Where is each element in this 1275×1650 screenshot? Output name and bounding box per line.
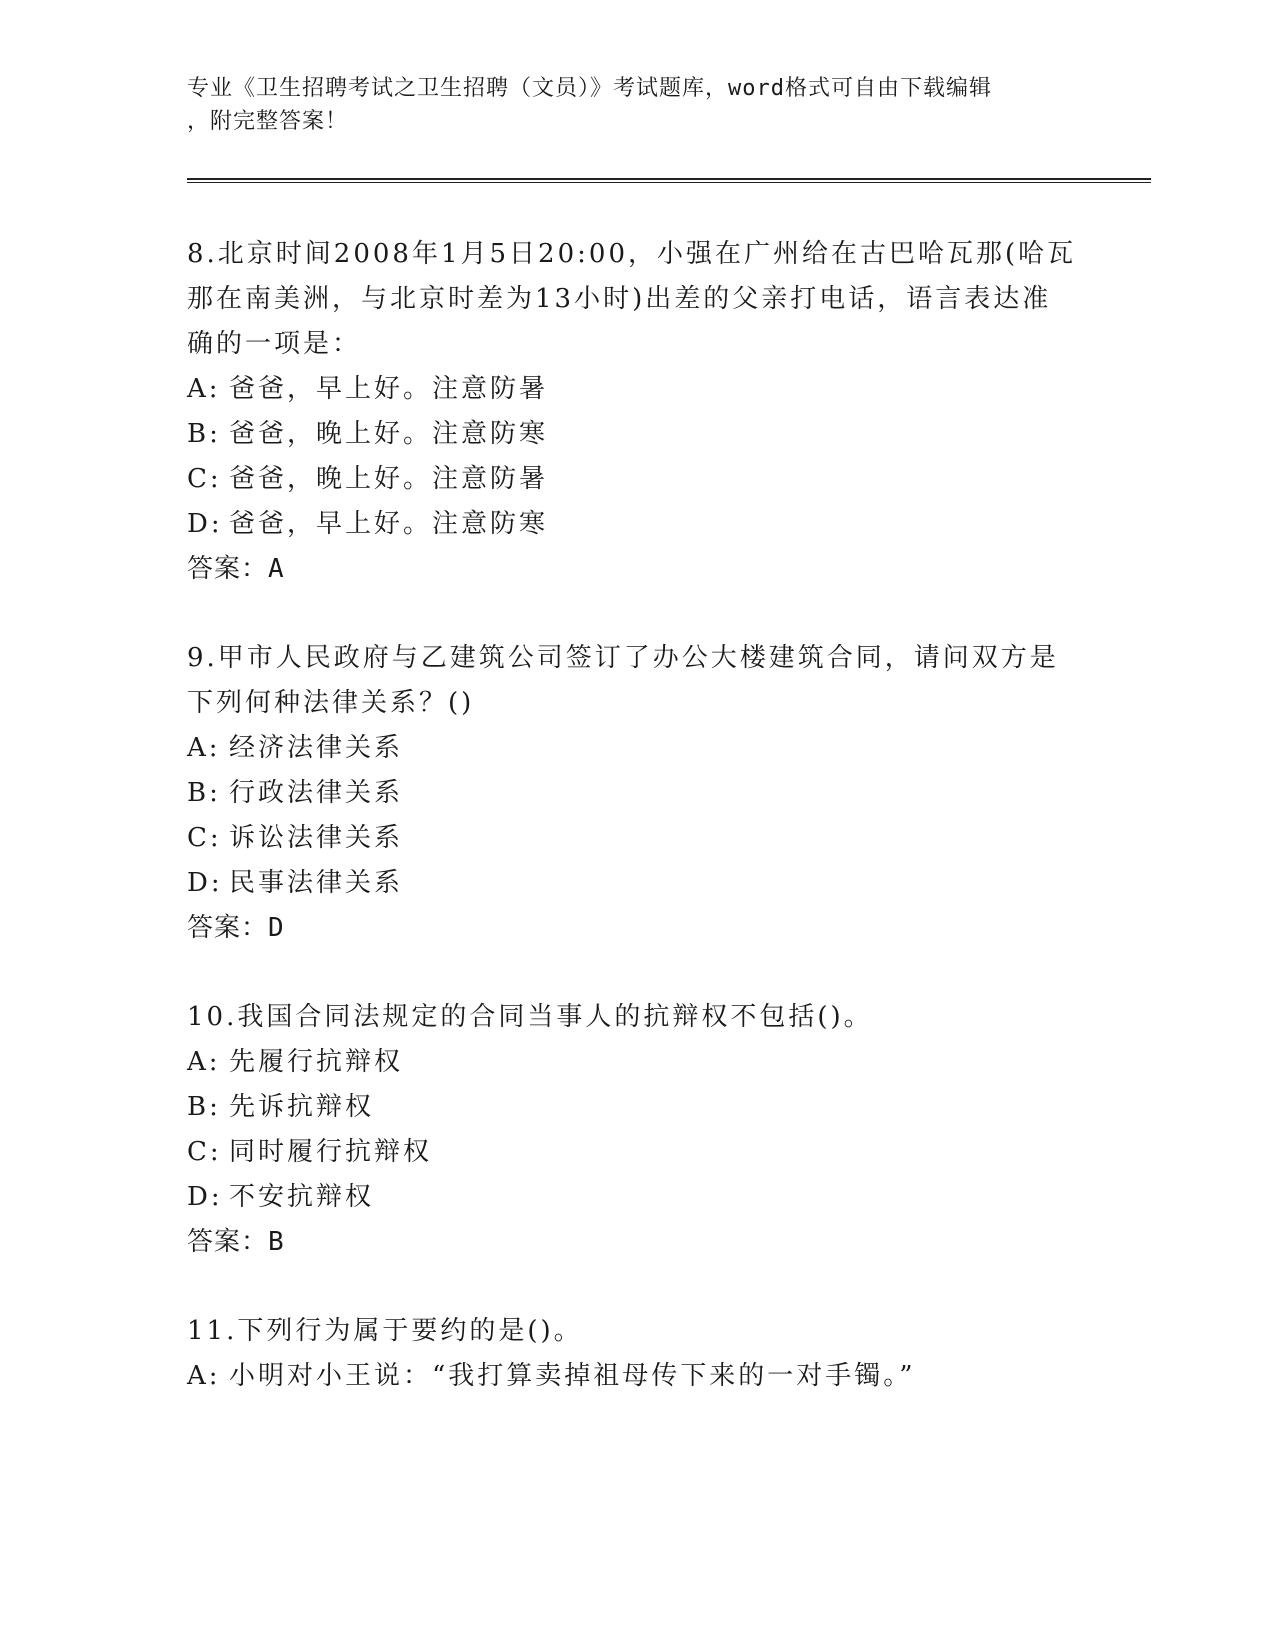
option-label: D: xyxy=(187,868,223,898)
header-line-2: ，附完整答案！ xyxy=(187,109,349,134)
option-label: A: xyxy=(187,733,221,763)
option-text: 先诉抗辩权 xyxy=(229,1092,375,1122)
option-text: 同时履行抗辩权 xyxy=(229,1137,433,1167)
option-c xyxy=(187,1130,1087,1175)
option-text: 爸爸，早上好。注意防寒 xyxy=(229,509,549,539)
header-line-1: 专业《卫生招聘考试之卫生招聘（文员）》考试题库，word格式可自由下载编辑 xyxy=(187,76,992,101)
option-label: B: xyxy=(187,419,221,449)
document-header xyxy=(187,72,1067,138)
question-9 xyxy=(187,636,1087,951)
option-label: C: xyxy=(187,823,222,853)
option-label: A: xyxy=(187,374,221,404)
option-label: C: xyxy=(187,1137,222,1167)
header-divider xyxy=(187,178,1151,183)
option-a xyxy=(187,726,1087,771)
option-text: 爸爸，早上好。注意防暑 xyxy=(229,374,549,404)
question-10 xyxy=(187,995,1087,1265)
question-list xyxy=(187,232,1087,1443)
option-label: A: xyxy=(187,1361,221,1391)
question-stem: 9.甲市人民政府与乙建筑公司签订了办公大楼建筑合同，请问双方是下列何种法律关系？() xyxy=(187,643,1059,718)
option-a xyxy=(187,1354,1087,1399)
question-stem: 11.下列行为属于要约的是()。 xyxy=(187,1316,583,1346)
option-c xyxy=(187,816,1087,861)
option-label: D: xyxy=(187,509,223,539)
option-d xyxy=(187,1175,1087,1220)
option-d xyxy=(187,502,1087,547)
answer-line: 答案：A xyxy=(187,554,285,584)
option-b xyxy=(187,771,1087,816)
option-text: 诉讼法律关系 xyxy=(229,823,404,853)
option-label: B: xyxy=(187,778,221,808)
option-label: A: xyxy=(187,1047,221,1077)
option-a xyxy=(187,367,1087,412)
option-b xyxy=(187,1085,1087,1130)
option-c xyxy=(187,457,1087,502)
option-label: B: xyxy=(187,1092,221,1122)
option-b xyxy=(187,412,1087,457)
option-text: 先履行抗辩权 xyxy=(229,1047,404,1077)
question-8 xyxy=(187,232,1087,592)
option-label: C: xyxy=(187,464,222,494)
option-a xyxy=(187,1040,1087,1085)
option-text: 小明对小王说：“我打算卖掉祖母传下来的一对手镯。” xyxy=(229,1361,916,1391)
option-text: 经济法律关系 xyxy=(229,733,404,763)
answer-line: 答案：D xyxy=(187,913,285,943)
question-stem: 8.北京时间2008年1月5日20:00，小强在广州给在古巴哈瓦那(哈瓦那在南美洲，与北京时差为13小时)出差的父亲打电话，语言表达准确的一项是： xyxy=(187,239,1077,359)
option-text: 爸爸，晚上好。注意防寒 xyxy=(229,419,549,449)
answer-line: 答案：B xyxy=(187,1227,285,1257)
question-11 xyxy=(187,1309,1087,1399)
option-label: D: xyxy=(187,1182,223,1212)
option-text: 爸爸，晚上好。注意防暑 xyxy=(229,464,549,494)
question-stem: 10.我国合同法规定的合同当事人的抗辩权不包括()。 xyxy=(187,1002,873,1032)
option-text: 民事法律关系 xyxy=(229,868,404,898)
option-text: 不安抗辩权 xyxy=(229,1182,375,1212)
option-d xyxy=(187,861,1087,906)
option-text: 行政法律关系 xyxy=(229,778,404,808)
